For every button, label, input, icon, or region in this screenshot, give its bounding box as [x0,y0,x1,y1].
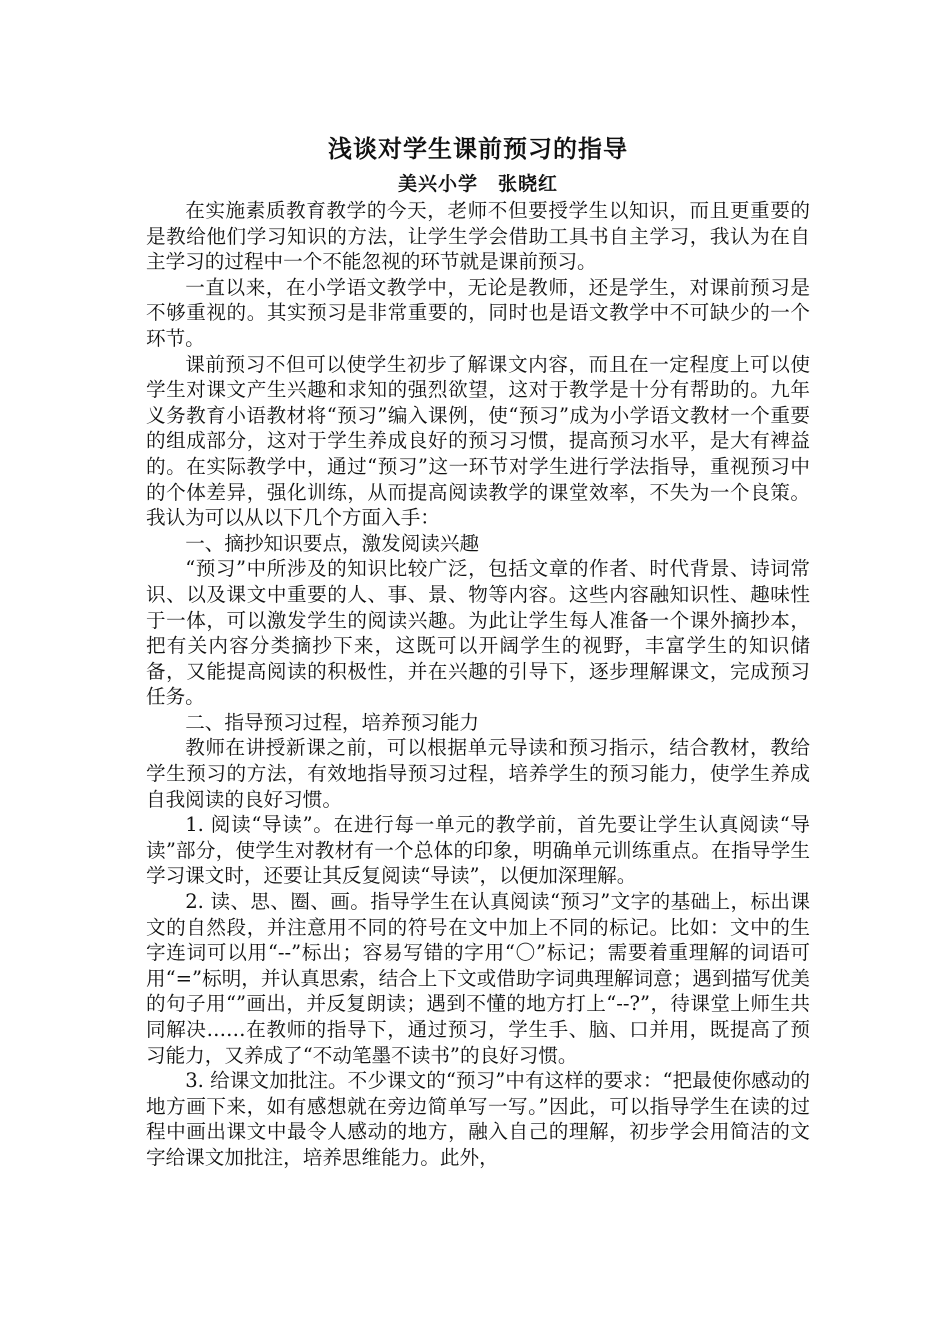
section-heading-1: 一、摘抄知识要点，激发阅读兴趣 [185,531,480,555]
list-item-2: 2. 读、思、圈、画。指导学生在认真阅读“预习”文字的基础上，标出课文的自然段，并注意用不同的符号在文中加上不同的标记。比如：文中的生字连词可以用“--”标出；容易写错的字用“〇”标记；需要着重理解的词语可用“=”标明，并认真思索，结合上下文或借助字词典理解词意；遇到描写优美的句子用“”画出，并反复朗读；遇到不懂的地方打上“--?”，待课堂上师生共同解决……在教师的指导下，通过预习，学生手、脑、口并用，既提高了预习能力，又养成了“不动笔墨不读书”的良好习惯。 [146,890,810,1067]
document-title: 浅谈对学生课前预习的指导 [328,135,628,163]
document-body [146,132,810,1171]
section-heading-2: 二、指导预习过程，培养预习能力 [185,710,480,734]
list-item-3: 3. 给课文加批注。不少课文的“预习”中有这样的要求：“把最使你感动的地方画下来，如有感想就在旁边简单写一写。”因此，可以指导学生在读的过程中画出课文中最令人感动的地方，融入自己的理解，初步学会用简洁的文字给课文加批注，培养思维能力。此外， [146,1069,810,1169]
paragraph-importance: 课前预习不但可以使学生初步了解课文内容，而且在一定程度上可以使学生对课文产生兴趣和求知的强烈欲望，这对于教学是十分有帮助的。九年义务教育小语教材将“预习”编入课例，使“预习”成为小学语文教材一个重要的组成部分，这对于学生养成良好的预习习惯，提高预习水平，是大有裨益的。在实际教学中，通过“预习”这一环节对学生进行学法指导，重视预习中的个体差异，强化训练，从而提高阅读教学的课堂效率，不失为一个良策。我认为可以从以下几个方面入手： [146,352,810,530]
paragraph-section-1: “预习”中所涉及的知识比较广泛，包括文章的作者、时代背景、诗词常识、以及课文中重要的人、事、景、物等内容。这些内容融知识性、趣味性于一体，可以激发学生的阅读兴趣。为此让学生每人准备一个课外摘抄本，把有关内容分类摘抄下来，这既可以开阔学生的视野，丰富学生的知识储备，又能提高阅读的积极性，并在兴趣的引导下，逐步理解课文，完成预习任务。 [146,557,810,709]
paragraph-section-2: 教师在讲授新课之前，可以根据单元导读和预习指示，结合教材，教给学生预习的方法，有效地指导预习过程，培养学生的预习能力，使学生养成自我阅读的良好习惯。 [146,736,810,811]
paragraph-background: 一直以来，在小学语文教学中，无论是教师，还是学生，对课前预习是不够重视的。其实预习是非常重要的，同时也是语文教学中不可缺少的一个环节。 [146,275,810,350]
author-line: 美兴小学 张晓红 [397,173,558,195]
list-item-1: 1. 阅读“导读”。在进行每一单元的教学前，首先要让学生认真阅读“导读”部分，使学生对教材有一个总体的印象，明确单元训练重点。在指导学生学习课文时，还要让其反复阅读“导读”，以便加深理解。 [146,813,810,888]
paragraph-intro: 在实施素质教育教学的今天，老师不但要授学生以知识，而且更重要的是教给他们学习知识的方法，让学生学会借助工具书自主学习，我认为在自主学习的过程中一个不能忽视的环节就是课前预习。 [146,199,810,274]
